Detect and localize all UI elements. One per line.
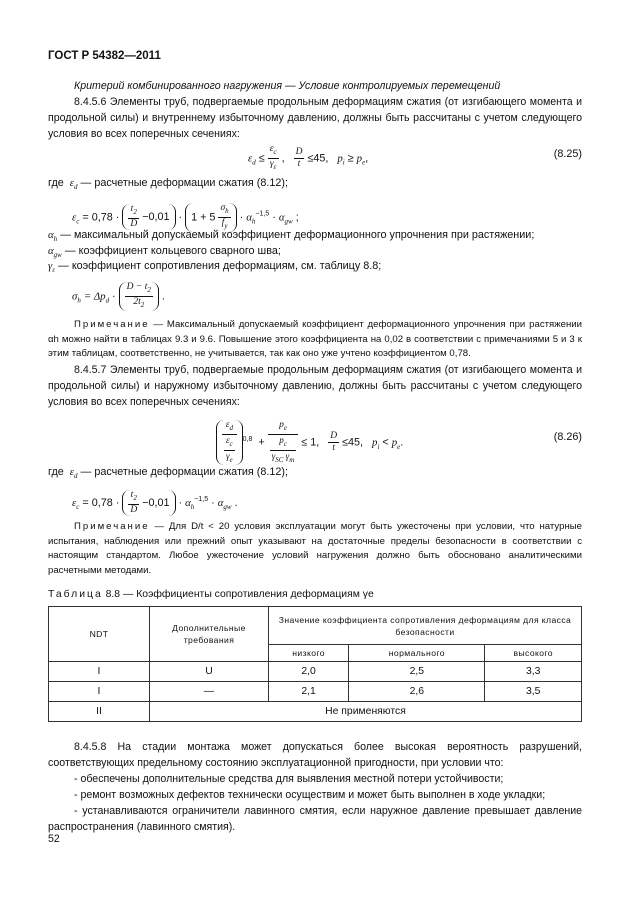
eps-c-lhs: ε [72,211,77,224]
plus: + [258,436,265,449]
where-label-2: где [48,466,64,478]
eps-c-num: ε [269,144,274,154]
bullet-3: - устанавливаются ограничители лавинного смятия, если наружное давление превышает давление распространения (лавинного смятия). [48,805,582,834]
delta-p: = Δp [83,290,106,303]
header-additional: Дополнительные требования [150,607,269,662]
header-ndt: NDT [49,607,150,662]
table-caption-label: Таблица [48,589,103,600]
header-group: Значение коэффициента сопротивления деформациям для класса безопасности [269,607,582,645]
paragraph-8-4-5-7: 8.4.5.7 Элементы труб, подвергаемые продольным деформациям сжатия (от изгибающего момента и продольной силы) и наружному избыточному давлению, должны быть рассчитаны с учетом следующего условия во всех поперечных сечениях: [48,364,582,409]
paragraph-8-4-5-6: 8.4.5.6 Элементы труб, подвергаемые продольным деформациям сжатия (от изгибающего момента и продольной силы) и внутреннему избыточному давлению, должны быть рассчитаны с учетом следующего условия во всех поперечных сечениях: [48,96,582,141]
note-1-text: — Максимальный допускаемый коэффициент деформационного упрочнения при растяжении αh можно найти в таблицах 9.3 и 9.6. Повышение этого коэффициента на 0,02 в соответствии с примечаниями 5 и 3 к этим таблицам, соответственно, не учитывается, так как оно уже учтено коэффициентом 0,78. [48,319,582,359]
note-2 [48,520,582,578]
alpha-h: α [246,211,252,224]
fy-den: f [221,217,225,228]
gamma-sc: γ [271,450,276,461]
gamma-m: γ [285,450,290,461]
cell-low: 2,0 [269,662,349,682]
table-caption-text: 8.8 — Коэффициенты сопротивления деформациям γe [105,589,374,600]
t-den: t [297,158,301,169]
cell-add: — [150,682,269,702]
cell-normal: 2,6 [349,682,485,702]
header-normal: нормального [349,645,485,662]
cell-add: U [150,662,269,682]
le-symbol: ≤ [258,152,265,165]
ge-symbol: ≥ [347,152,354,165]
cell-not-applicable: Не применяются [150,702,582,722]
cell-high: 3,5 [485,682,582,702]
table-row [49,662,582,682]
deformation-resistance-table [48,606,582,722]
exponent-2: −1,5 [194,496,209,504]
pc: p [279,434,284,445]
header-high: высокого [485,645,582,662]
def-gamma-e: — коэффициент сопротивления деформациям, см. таблицу 8.8; [58,260,382,272]
d826: D [330,431,338,442]
period-2: . [234,496,238,509]
eps-d-symbol: ε [248,152,253,165]
paragraph-8-4-5-8: 8.4.5.8 На стадии монтажа может допускаться более высокая вероятность разрушений, соответствующих предельному состоянию эксплуатационной пригодности, при условии что: [48,741,582,770]
cell-ndt: II [49,702,150,722]
lt: < [382,436,389,449]
cell-high: 3,3 [485,662,582,682]
p-e: p [356,152,363,165]
def-alpha-h: — максимальный допускаемый коэффициент деформационного упрочнения при растяжении; [60,229,535,241]
table-row [49,682,582,702]
def-alpha-gw-line: $\alpha_{gw}$ — коэффициент кольцевого сварного шва; [48,245,281,260]
note-1 [48,318,582,362]
sigma-h-lhs: σ [72,290,78,303]
two-t: 2t [133,296,141,307]
period: . [161,290,165,303]
semicolon: ; [295,211,299,224]
coef-078: 0,78 [91,211,113,224]
minus-001-2: −0,01 [142,496,170,509]
coef-078-2: 0,78 [91,496,113,509]
cell-ndt: I [49,662,150,682]
pe826: p [391,436,398,449]
where-line-1: где $\varepsilon_d$ — расчетные деформации сжатия (8.12); [48,177,288,192]
minus-001: −0,01 [142,211,170,224]
cell-ndt: I [49,682,150,702]
eps-c-formula-2: $\varepsilon_c = 0,78$ · $\frac{t_2}{D}$ $-0,01 \cdot \alpha_h^{-1,5} \cdot \alpha_{gw}$ . [72,490,238,515]
bullet-2: - ремонт возможных дефектов технически осуществим и может быть выполнен в ходе укладки; [74,789,546,801]
equation-8-25: $\varepsilon_d$ ≤ $\frac{\varepsilon_c}{\gamma_\varepsilon}$ , $\frac{D}{t}$ ≤45, $p_i \ge p_e$, [248,144,369,171]
eq-sign: = [82,211,89,224]
def-gamma-e-line: $\gamma_\varepsilon$ — коэффициент сопротивления деформациям, см. таблицу 8.8; [48,260,382,275]
note-2-text: — Для D/t < 20 условия эксплуатации могут быть ужесточены при условии, что натурные испытания, наблюдения или прежний опыт указывают на достаточные пределы безопасности в соответствии с настоящим стандартом. Любое ужесточение условий нагружения должно быть обосновано аналитическими расчетными методами. [48,521,582,576]
sigma-h-formula: $\sigma_h = \Delta p_d$ · $\frac{D - t_2}{2t_2}$ . [72,282,165,309]
bullet-1: - обеспечены дополнительные средства для выявления местной потери устойчивости; [74,773,504,785]
equation-number-8-26: (8.26) [553,431,582,443]
eps-c-formula: $\varepsilon_c = 0,78$ · $\frac{t_2}{D}$ −0,01 · 1 + 5 $\frac{\sigma_h}{f_y}$ · $\alpha_h^{-1,5} \cdot \alpha_{gw}$ ; [72,203,299,230]
def-eps-d-2: — расчетные деформации сжатия (8.12); [80,466,288,478]
d-den: D [130,219,138,230]
pe-num: p [279,420,284,430]
p-i: p [337,152,343,165]
one-plus-5: 1 + 5 [191,211,216,224]
criterion-title: Критерий комбинированного нагружения — Условие контролируемых перемещений [74,80,501,92]
alpha-gw: α [278,211,285,224]
def-eps-d: — расчетные деформации сжатия (8.12); [80,177,288,189]
def-alpha-gw: — коэффициент кольцевого сварного шва; [64,245,281,257]
sigma-h-num: σ [220,203,226,213]
pi826: p [372,436,378,449]
where-line-2: где $\varepsilon_d$ — расчетные деформации сжатия (8.12); [48,466,288,481]
header-low: низкого [269,645,349,662]
table-caption [48,589,374,600]
note-1-label: Примечание [74,319,150,330]
table-row [49,702,582,722]
d-num: D [295,146,303,157]
cell-normal: 2,5 [349,662,485,682]
exp-08: 0,8 [242,436,253,444]
exponent: −1,5 [255,210,270,218]
equation-number-8-25: (8.25) [553,148,582,160]
def-alpha-h-line: $\alpha_h$ — максимальный допускаемый коэффициент деформационного упрочнения при растяжении; [48,229,535,244]
le1: ≤ 1, [301,436,320,449]
note-2-label: Примечание [74,521,150,532]
le45-826: ≤45, [342,436,364,449]
where-label: где [48,177,64,189]
t2-num: t [130,204,134,215]
page-number: 52 [48,833,60,845]
gamma-e-den: γ [269,158,274,169]
le45: ≤45, [307,152,329,165]
cell-low: 2,1 [269,682,349,702]
equation-8-26: $\frac{\varepsilon_d}{\frac{\varepsilon_c}{\gamma_e}}$ $^{0,8}$ + $\frac{p_e}{\frac{p_c}{\gamma_{SC} \gamma_m}}$ ≤ 1, $\frac{D}{t}$ ≤45, $p_i < p_e$. [216,420,403,465]
document-header: ГОСТ Р 54382—2011 [48,50,161,62]
t826: t [332,443,335,454]
d-minus-t: D − t [126,282,148,292]
